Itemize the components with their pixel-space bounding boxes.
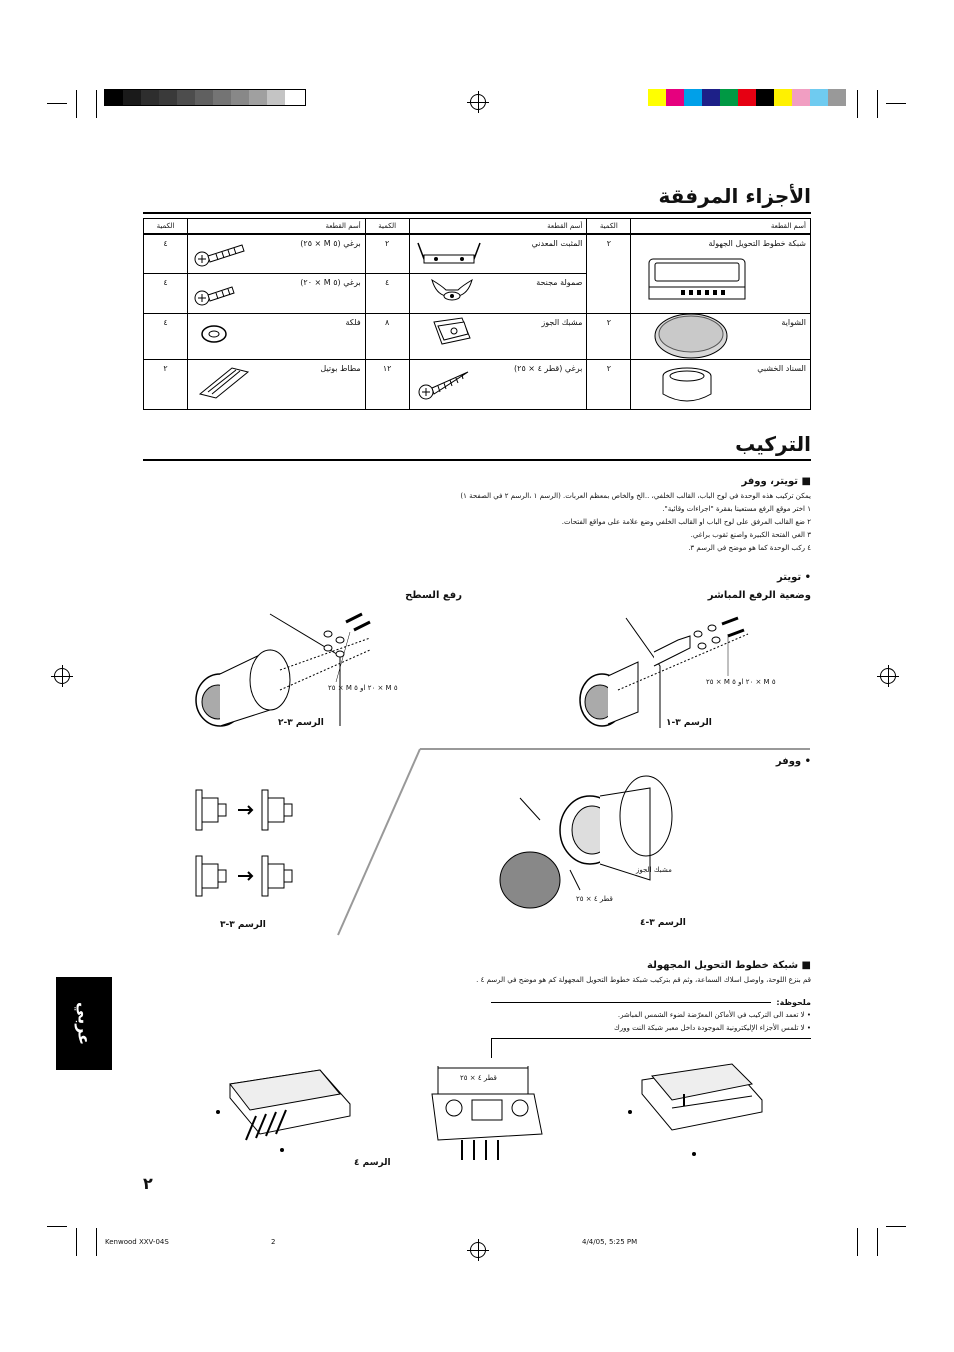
note-2: • لا تلمس الأجزاء الإليكترونية الموجودة داخل معبر شبكة النت وورك (613, 1024, 811, 1032)
part-qty: ٤ (144, 314, 188, 360)
part-name: السناد الخشبي (757, 364, 806, 373)
crop-mark (96, 1228, 97, 1256)
note-leader (491, 1038, 492, 1058)
nut-clip-label: مشبك الجوز (636, 866, 672, 874)
fig-3-2-label: الرسم ٣-٢ (278, 718, 324, 728)
color-swatch (810, 89, 828, 106)
col-header-name: أسم القطعة (409, 219, 587, 234)
color-swatch (648, 89, 666, 106)
part-qty: ٢ (587, 234, 631, 314)
nut-clip-icon (428, 316, 478, 350)
parts-table (143, 218, 811, 410)
gray-swatch (213, 90, 231, 105)
tweeter-bullet: • تويتر (777, 572, 811, 583)
surface-mount-illustration (190, 610, 390, 730)
footer-page: 2 (271, 1238, 276, 1246)
gray-swatch (285, 90, 303, 105)
part-name: مشبك الجوز (541, 318, 583, 327)
footer-timestamp: 4/4/05, 5:25 PM (582, 1238, 638, 1246)
gray-swatch (231, 90, 249, 105)
color-swatch (666, 89, 684, 106)
crop-mark (76, 1228, 77, 1256)
crossover-wiring-illustration (210, 1064, 360, 1154)
part-qty: ٤ (144, 234, 188, 274)
install-heading: التركيب (735, 432, 811, 456)
part-name: شبكة خطوط التحويل الجهولة (708, 238, 806, 248)
crop-mark (76, 90, 77, 118)
part-name: صمولة مجنحة (536, 278, 583, 287)
crossover-screw-label: قطر ٤ × ٢٥ (460, 1074, 497, 1082)
part-wood-stand-cell (631, 360, 811, 410)
part-name: مطاط بوتيل (320, 364, 361, 373)
part-name: المثبت المعدني (531, 238, 583, 248)
col-header-qty: الكمية (365, 219, 409, 234)
table-row (144, 314, 811, 360)
part-qty: ٤ (144, 274, 188, 314)
page-number: ٢ (143, 1174, 153, 1193)
part-qty: ٢ (587, 314, 631, 360)
tapping-screw-icon (418, 366, 478, 402)
screw-note-right: ٥ M × ٢٠ او ٥ M × ٢٥ (706, 678, 776, 686)
crossover-body: قم بنزع اللوحة، واوصل اسلاك السماعة، وثم قم بتركيب شبكة خطوط التحويل المجهولة كم هو موضح في الرسم ٤ . (476, 976, 811, 984)
crossover-title: ■ شبكة خطوط التحويل المجهولة (647, 960, 811, 971)
part-qty: ٢ (365, 234, 409, 274)
note-bottom-rule (491, 1038, 811, 1039)
surface-mount-label: رفع السطح (405, 590, 462, 601)
nut-clip-steps-illustration (192, 778, 312, 918)
part-qty: ٨ (365, 314, 409, 360)
part-qty: ١٢ (365, 360, 409, 410)
part-crossover-cell (631, 234, 811, 314)
butyl-rubber-icon (196, 364, 256, 400)
parts-heading-rule (143, 212, 811, 214)
gray-swatch (249, 90, 267, 105)
grayscale-bar (104, 89, 306, 106)
crop-mark (886, 103, 906, 104)
part-name: برغي (٥ M × ٢٥) (300, 238, 361, 248)
step-1: ١ اختر موقع الرفع مستعينا بفقرة "اجراءات وقائية". (662, 505, 811, 513)
registration-mark-icon (470, 94, 486, 110)
col-header-qty: الكمية (587, 219, 631, 234)
col-header-name: أسم القطعة (631, 219, 811, 234)
part-grille-cell (631, 314, 811, 360)
wing-nut-icon (428, 276, 478, 306)
crop-mark (877, 90, 878, 118)
part-bracket-cell (409, 234, 587, 274)
footer-doc-id: Kenwood XXV-04S (105, 1238, 169, 1246)
part-name: الشواية (781, 318, 806, 327)
part-qty: ٤ (365, 274, 409, 314)
table-row (144, 360, 811, 410)
color-swatch (738, 89, 756, 106)
crop-mark (857, 1228, 858, 1256)
part-qty: ٢ (587, 360, 631, 410)
crop-mark (47, 103, 67, 104)
language-tab: عربي (56, 977, 112, 1070)
note-block (491, 996, 811, 1035)
parts-heading: الأجزاء المرفقة (658, 184, 811, 208)
note-1: • لا تعمد الى التركيب في الأماكن المعرّضة لضوء الشمس المباشر. (617, 1011, 811, 1019)
part-name: فلكة (345, 318, 361, 327)
registration-mark-icon (54, 668, 70, 684)
woofer-bullet: • ووفر (775, 756, 811, 767)
woofer-screw-label: قطر ٤ × ٢٥ (576, 895, 613, 903)
color-swatch (756, 89, 774, 106)
fig-4-label: الرسم ٤ (354, 1158, 391, 1168)
step-4: ٤ ركب الوحدة كما هو موضح في الرسم ٣. (688, 544, 811, 552)
crop-mark (96, 90, 97, 118)
gray-swatch (195, 90, 213, 105)
crop-mark (877, 1228, 878, 1256)
crop-mark (47, 1226, 67, 1227)
screw-icon (194, 278, 244, 308)
registration-mark-icon (470, 1242, 486, 1258)
col-header-name: أسم القطعة (188, 219, 366, 234)
fig-3-3-label: الرسم ٣-٣ (220, 920, 266, 930)
section-tweeter-woofer (291, 474, 811, 555)
part-screw-cell (188, 274, 366, 314)
part-name: برغي (قطر ٤ × ٢٥) (514, 364, 583, 373)
metal-bracket-icon (414, 239, 484, 269)
gray-swatch (159, 90, 177, 105)
step-3: ٣ الغي الفتحة الكبيرة واصنع ثقوب براغي. (690, 531, 811, 539)
step-2: ٢ ضع القالب المرفق على لوح الباب او القالب الخلفي وضع علامة على مواقع الفتحات. (561, 518, 811, 526)
color-swatch (720, 89, 738, 106)
crossover-network-icon (641, 253, 751, 305)
crop-mark (857, 90, 858, 118)
section-title: ■ تويتر، ووفر (741, 476, 811, 487)
section-intro: يمكن تركيب هذه الوحدة في لوح الباب، القالب الخلفي، ..الخ والخاص بمعظم العربات. (الرسم ١ ،الرسم ٢ في الصفحة ١) (460, 492, 811, 500)
part-butyl-cell (188, 360, 366, 410)
washer-icon (196, 318, 236, 348)
wooden-ring-icon (659, 362, 719, 408)
part-name: برغي (٥ M × ٢٠) (300, 278, 361, 287)
color-swatch (792, 89, 810, 106)
color-swatch (684, 89, 702, 106)
part-washer-cell (188, 314, 366, 360)
process-color-bar (648, 89, 848, 106)
grille-icon (651, 312, 731, 362)
part-screw-cell (188, 234, 366, 274)
gray-swatch (267, 90, 285, 105)
direct-mount-label: وضعية الرفع المباشر (707, 590, 811, 601)
fig-3-1-label: الرسم ٣-١ (666, 718, 712, 728)
col-header-qty: الكمية (144, 219, 188, 234)
screw-note-left: ٥ M × ٢٠ او ٥ M × ٢٥ (328, 684, 398, 692)
part-tapping-screw-cell (409, 360, 587, 410)
part-wingnut-cell (409, 274, 587, 314)
section-crossover (391, 958, 811, 987)
color-swatch (828, 89, 846, 106)
registration-mark-icon (880, 668, 896, 684)
screw-icon (194, 239, 254, 269)
note-title: ملحوظة: (776, 998, 811, 1007)
part-clip-cell (409, 314, 587, 360)
fig-3-4-label: الرسم ٣-٤ (640, 918, 686, 928)
crop-mark (886, 1226, 906, 1227)
color-swatch (774, 89, 792, 106)
install-heading-rule (143, 459, 811, 461)
gray-swatch (123, 90, 141, 105)
part-qty: ٢ (144, 360, 188, 410)
crossover-closed-illustration (622, 1060, 772, 1160)
color-swatch (702, 89, 720, 106)
gray-swatch (105, 90, 123, 105)
gray-swatch (177, 90, 195, 105)
table-row (144, 234, 811, 274)
direct-mount-illustration (578, 610, 778, 730)
woofer-install-illustration (500, 770, 690, 910)
gray-swatch (141, 90, 159, 105)
